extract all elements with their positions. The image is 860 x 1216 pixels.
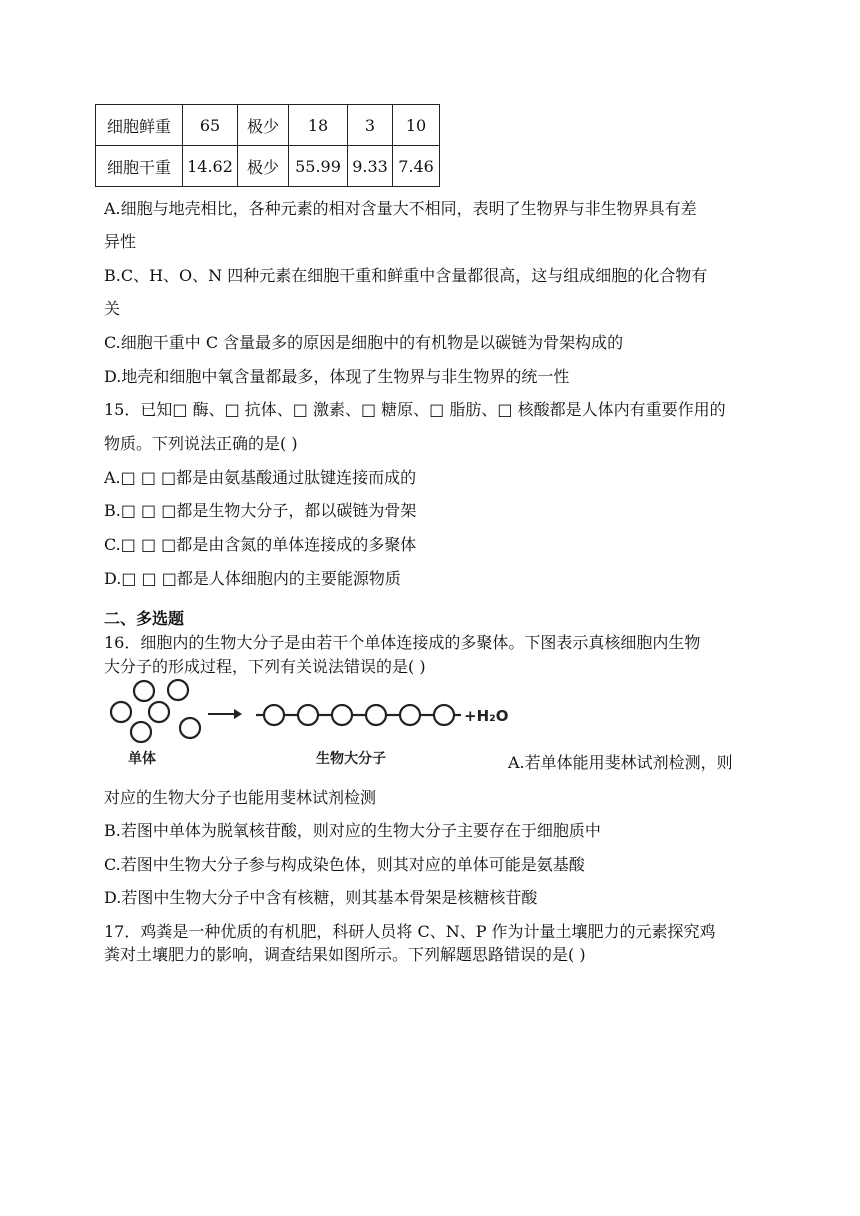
q14-option-a: A.细胞与地壳相比，各种元素的相对含量大不相同，表明了生物界与非生物界具有差 bbox=[104, 199, 697, 218]
q16-stem: 16．细胞内的生物大分子是由若干个单体连接成的多聚体。下图表示真核细胞内生物 bbox=[104, 633, 701, 652]
q14-option-d: D.地壳和细胞中氧含量都最多，体现了生物界与非生物界的统一性 bbox=[104, 367, 570, 386]
polymer-formation-diagram bbox=[104, 676, 514, 772]
q16-option-b: B.若图中单体为脱氧核苷酸，则对应的生物大分子主要存在于细胞质中 bbox=[104, 821, 601, 840]
table-cell: 14.62 bbox=[183, 146, 238, 187]
monomer-circle bbox=[131, 722, 151, 742]
table-cell: 7.46 bbox=[393, 146, 440, 187]
monomer-circle bbox=[168, 680, 188, 700]
table-row bbox=[96, 146, 440, 187]
monomer-circle bbox=[149, 702, 169, 722]
q16-option-a: A.若单体能用斐林试剂检测，则 bbox=[508, 753, 733, 772]
q15-option-d: D.□ □ □都是人体细胞内的主要能源物质 bbox=[104, 569, 401, 588]
polymer-chain bbox=[256, 705, 461, 725]
element-content-table bbox=[95, 104, 440, 187]
q16-option-c: C.若图中生物大分子参与构成染色体，则其对应的单体可能是氨基酸 bbox=[104, 855, 585, 874]
q17-stem: 17．鸡粪是一种优质的有机肥，科研人员将 C、N、P 作为计量土壤肥力的元素探究鸡 bbox=[104, 922, 716, 941]
table-cell: 3 bbox=[348, 105, 393, 146]
q14-option-b: B.C、H、O、N 四种元素在细胞干重和鲜重中含量都很高，这与组成细胞的化合物有 bbox=[104, 266, 708, 285]
q15-option-b: B.□ □ □都是生物大分子，都以碳链为骨架 bbox=[104, 501, 417, 520]
table-cell: 极少 bbox=[238, 146, 289, 187]
q14-option-a-cont: 异性 bbox=[104, 232, 137, 251]
q15-stem-cont: 物质。下列说法正确的是( ) bbox=[104, 434, 298, 453]
section-heading: 二、多选题 bbox=[104, 609, 185, 628]
q16-option-d: D.若图中生物大分子中含有核糖，则其基本骨架是核糖核苷酸 bbox=[104, 888, 538, 907]
q15-option-c: C.□ □ □都是由含氮的单体连接成的多聚体 bbox=[104, 535, 417, 554]
table-cell: 9.33 bbox=[348, 146, 393, 187]
table-cell: 18 bbox=[289, 105, 348, 146]
q17-stem-cont: 粪对土壤肥力的影响，调查结果如图所示。下列解题思路错误的是( ) bbox=[104, 945, 586, 964]
table-cell: 10 bbox=[393, 105, 440, 146]
monomer-circle bbox=[180, 718, 200, 738]
q16-stem-cont: 大分子的形成过程，下列有关说法错误的是( ) bbox=[104, 657, 426, 676]
q14-option-b-cont: 关 bbox=[104, 299, 121, 318]
table-cell: 65 bbox=[183, 105, 238, 146]
table-row bbox=[96, 105, 440, 146]
q14-option-c: C.细胞干重中 C 含量最多的原因是细胞中的有机物是以碳链为骨架构成的 bbox=[104, 333, 624, 352]
monomer-label: 单体 bbox=[128, 751, 156, 767]
table-cell: 极少 bbox=[238, 105, 289, 146]
q15-stem: 15．已知□ 酶、□ 抗体、□ 激素、□ 糖原、□ 脂肪、□ 核酸都是人体内有重要作用的 bbox=[104, 400, 726, 419]
polymer-label: 生物大分子 bbox=[316, 751, 386, 767]
row-label: 细胞鲜重 bbox=[96, 105, 183, 146]
arrow-icon bbox=[208, 709, 242, 719]
monomer-circle bbox=[111, 702, 131, 722]
row-label: 细胞干重 bbox=[96, 146, 183, 187]
water-product: +H₂O bbox=[464, 707, 509, 725]
q15-option-a: A.□ □ □都是由氨基酸通过肽键连接而成的 bbox=[104, 468, 417, 487]
table-cell: 55.99 bbox=[289, 146, 348, 187]
monomer-circle bbox=[134, 681, 154, 701]
q16-option-a-cont: 对应的生物大分子也能用斐林试剂检测 bbox=[104, 788, 377, 807]
